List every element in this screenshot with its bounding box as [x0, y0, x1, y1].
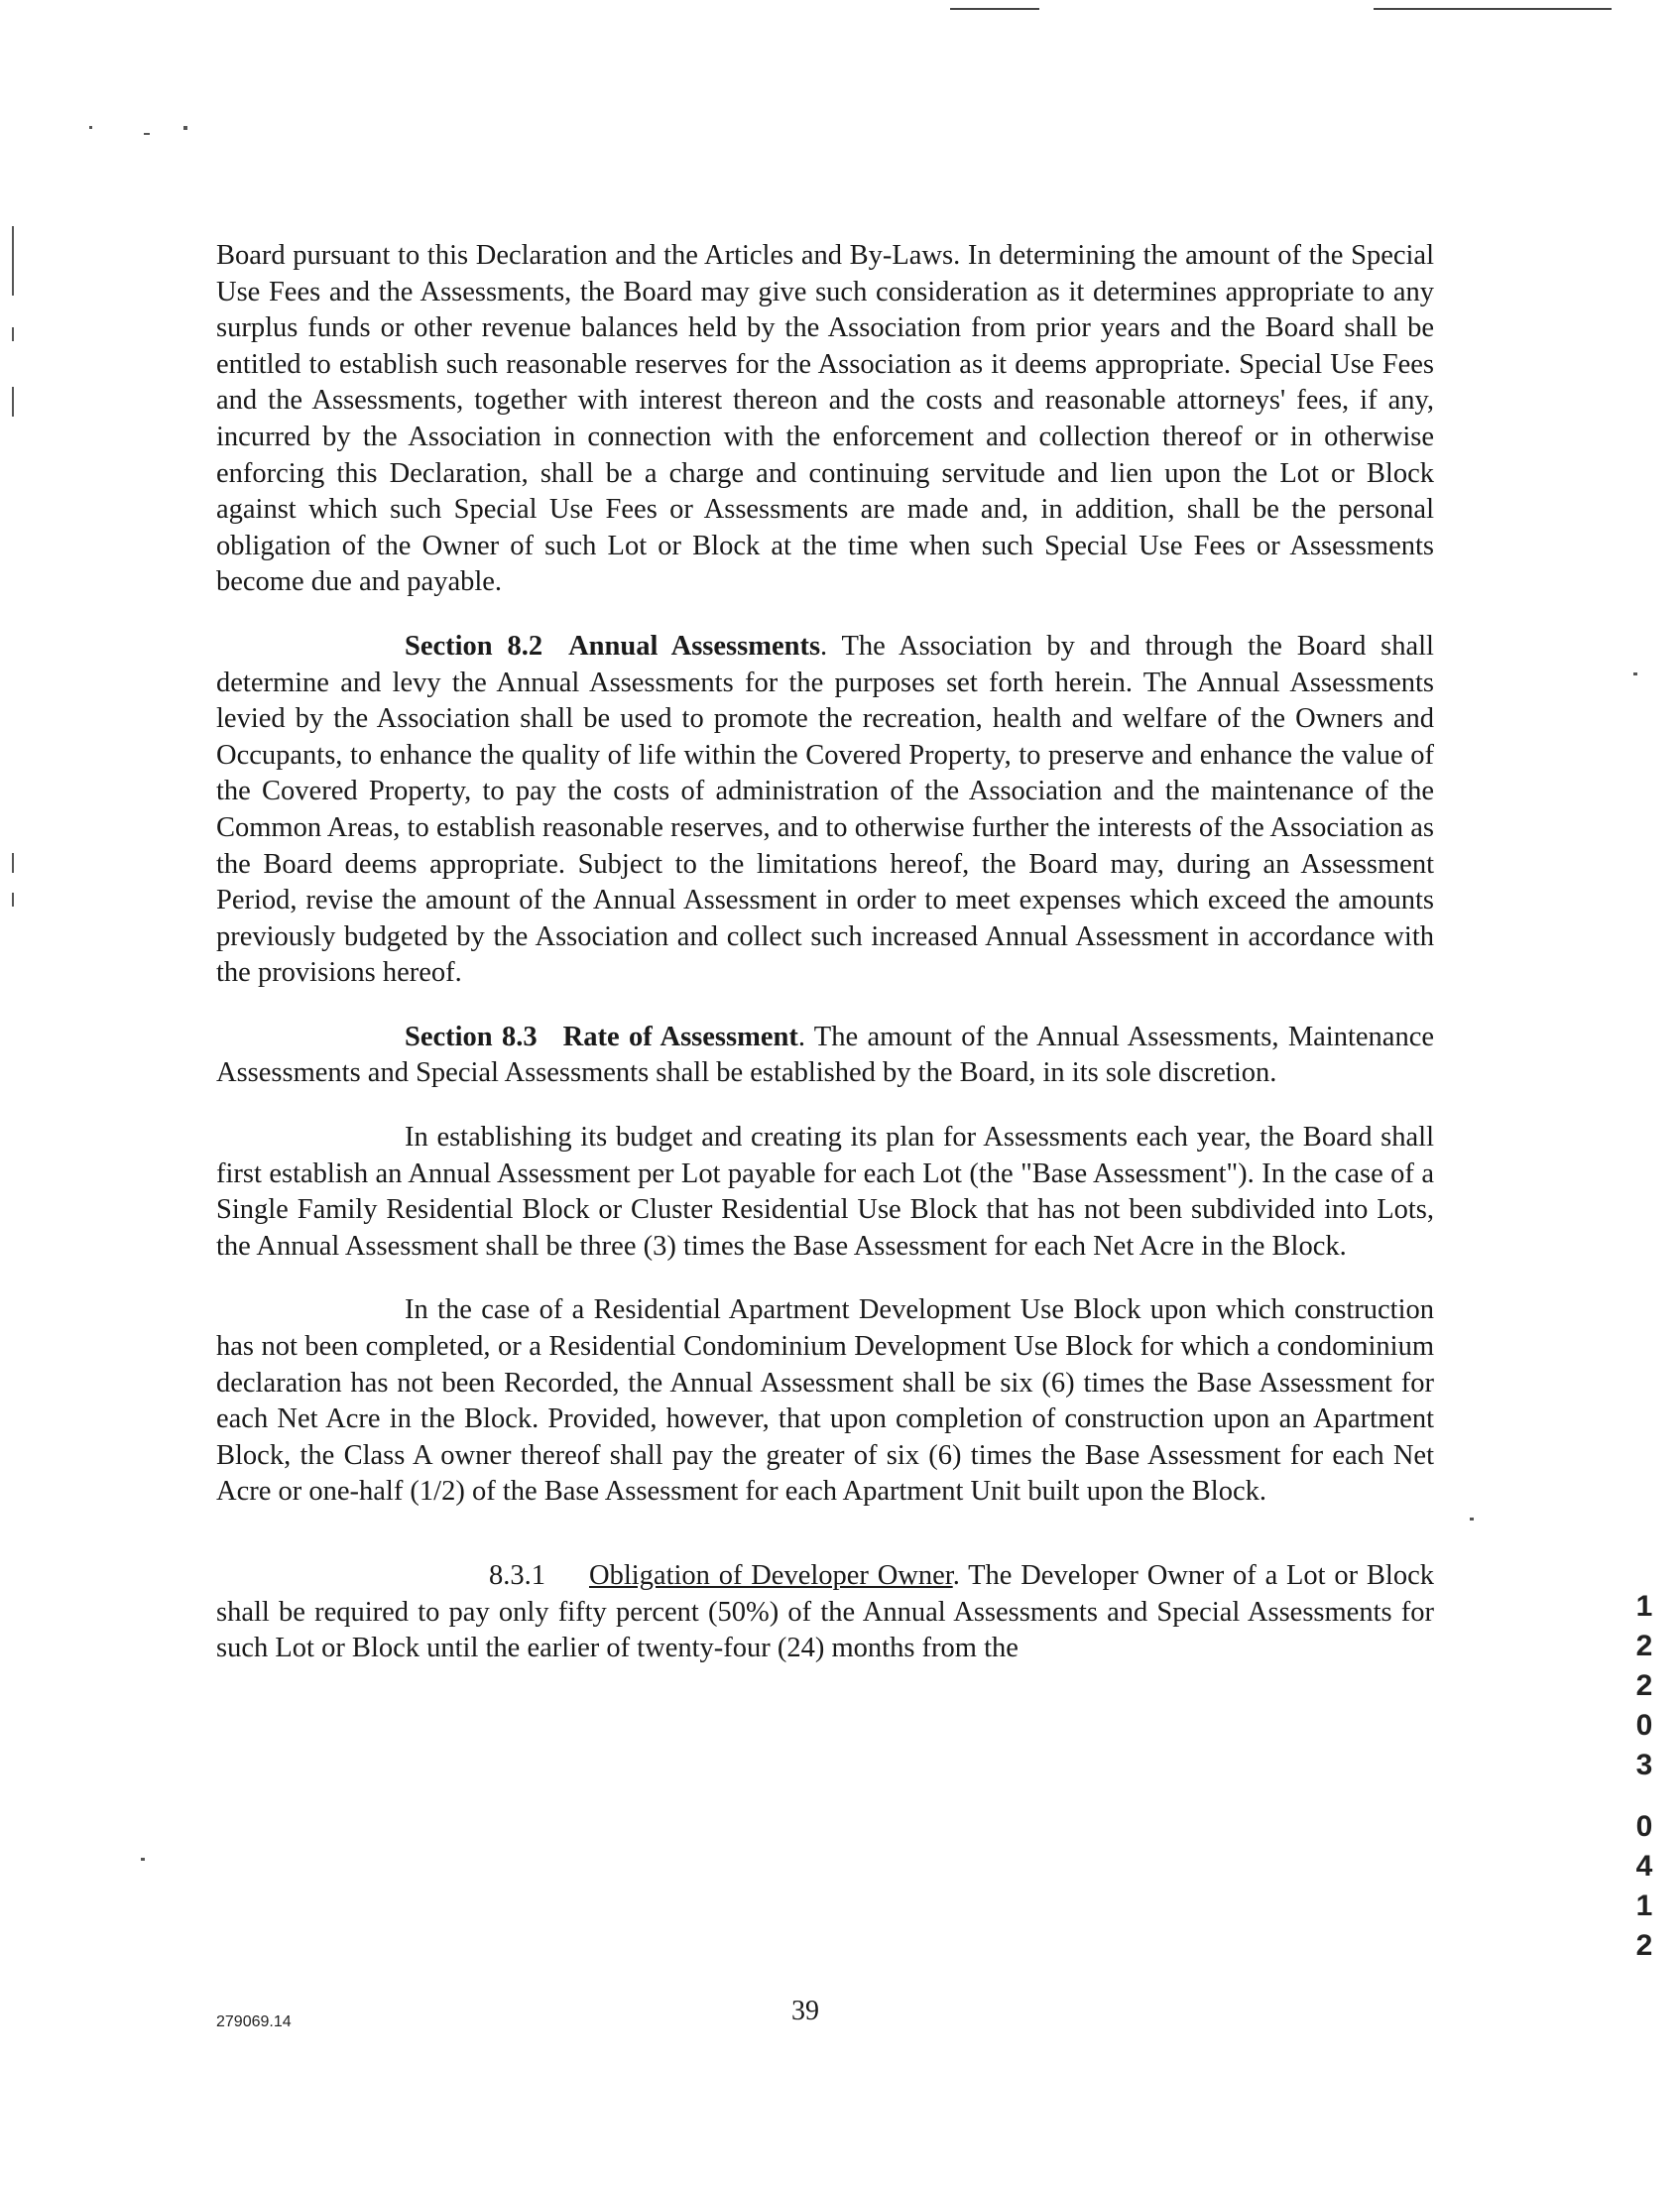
scan-speck: [1470, 1518, 1474, 1521]
section-number: Section 8.3: [405, 1021, 538, 1052]
section-title: Annual Assessments: [568, 630, 821, 662]
scan-speck: [144, 133, 150, 135]
stamp-digit: 2: [1635, 1630, 1653, 1662]
scan-speck: [141, 1858, 145, 1861]
stamp-digit: 0: [1635, 1810, 1653, 1843]
subsection-title: Obligation of Developer Owner: [589, 1560, 953, 1591]
stamp-digit: 4: [1635, 1850, 1653, 1883]
top-scan-rule-left: [950, 8, 1039, 10]
scan-margin-mark: [12, 853, 14, 873]
section-8-2: [216, 629, 1434, 992]
subsection-text: . The Developer Owner of a Lot or Block shall be required to pay only fifty percent (50%) of the Annual Assessments and Special Assessments for such Lot or Block until the earlier of twenty-four (24) months from the: [216, 1560, 1434, 1664]
scan-margin-mark: [12, 893, 14, 907]
section-text: . The Association by and through the Board shall determine and levy the Annual Assessments for the purposes set forth herein. The Annual Assessments levied by the Association shall be used to promote the recreation, health and welfare of the Owners and Occupants, to enhance the quality of life within the Covered Property, to preserve and enhance the value of the Covered Property, to pay the costs of administration of the Association and the maintenance of the Common Areas, to establish reasonable reserves, and to otherwise further the interests of the Association as the Board deems appropriate. Subject to the limitations hereof, the Board may, during an Assessment Period, revise the amount of the Annual Assessment in order to meet expenses which exceed the amounts previously budgeted by the Association and collect such increased Annual Assessment in accordance with the provisions hereof.: [216, 630, 1434, 989]
section-8-3: [216, 1020, 1434, 1092]
scan-margin-mark: [12, 327, 14, 341]
scan-speck: [1633, 672, 1637, 675]
section-text: . The amount of the Annual Assessments, Maintenance Assessments and Special Assessments shall be established by the Board, in its sole discretion.: [216, 1021, 1434, 1089]
stamp-digit: 1: [1635, 1889, 1653, 1922]
scan-margin-mark: [12, 387, 14, 417]
section-number: Section 8.2: [405, 630, 543, 662]
paragraph-apartment-block: In the case of a Residential Apartment Development Use Block upon which construction has not been completed, or a Residential Condominium Development Use Block for which a condominium declaration has not been Recorded, the Annual Assessment shall be six (6) times the Base Assessment for each Net Acre in the Block. Provided, however, that upon completion of construction upon an Apartment Block, the Class A owner thereof shall pay the greater of six (6) times the Base Assessment for each Net Acre or one-half (1/2) of the Base Assessment for each Apartment Unit built upon the Block.: [216, 1294, 1434, 1508]
stamp-digit: 1: [1635, 1590, 1653, 1623]
document-body: [216, 238, 1434, 1695]
stamp-digit: 2: [1635, 1929, 1653, 1962]
footer-document-number: 279069.14: [216, 2013, 292, 2030]
stamp-digit: 3: [1635, 1749, 1653, 1781]
subsection-number: 8.3.1: [489, 1560, 545, 1591]
paragraph-base-assessment: In establishing its budget and creating its plan for Assessments each year, the Board shall first establish an Annual Assessment per Lot payable for each Lot (the "Base Assessment"). In the case of a Single Family Residential Block or Cluster Residential Use Block that has not been subdivided into Lots, the Annual Assessment shall be three (3) times the Base Assessment for each Net Acre in the Block.: [216, 1122, 1434, 1262]
scan-speck: [89, 126, 92, 129]
footer-page-number: 39: [791, 1996, 819, 2026]
section-title: Rate of Assessment: [562, 1021, 798, 1052]
stamp-digit: 0: [1635, 1709, 1653, 1742]
scan-speck: [183, 126, 187, 130]
section-8-3-1: [216, 1558, 1434, 1667]
stamp-digit: 2: [1635, 1669, 1653, 1702]
scan-margin-mark: [12, 226, 14, 296]
recording-stamp-number: [1624, 1587, 1664, 1966]
paragraph-assessments-charge: Board pursuant to this Declaration and the Articles and By-Laws. In determining the amount of the Special Use Fees and the Assessments, the Board may give such consideration as it determines appropriate to any surplus funds or other revenue balances held by the Association from prior years and the Board shall be entitled to establish such reasonable reserves for the Association as it deems appropriate. Special Use Fees and the Assessments, together with interest thereon and the costs and reasonable attorneys' fees, if any, incurred by the Association in connection with the enforcement and collection thereof or in otherwise enforcing this Declaration, shall be a charge and continuing servitude and lien upon the Lot or Block against which such Special Use Fees or Assessments are made and, in addition, shall be the personal obligation of the Owner of such Lot or Block at the time when such Special Use Fees or Assessments become due and payable.: [216, 240, 1434, 598]
top-scan-rule-right: [1374, 8, 1612, 10]
